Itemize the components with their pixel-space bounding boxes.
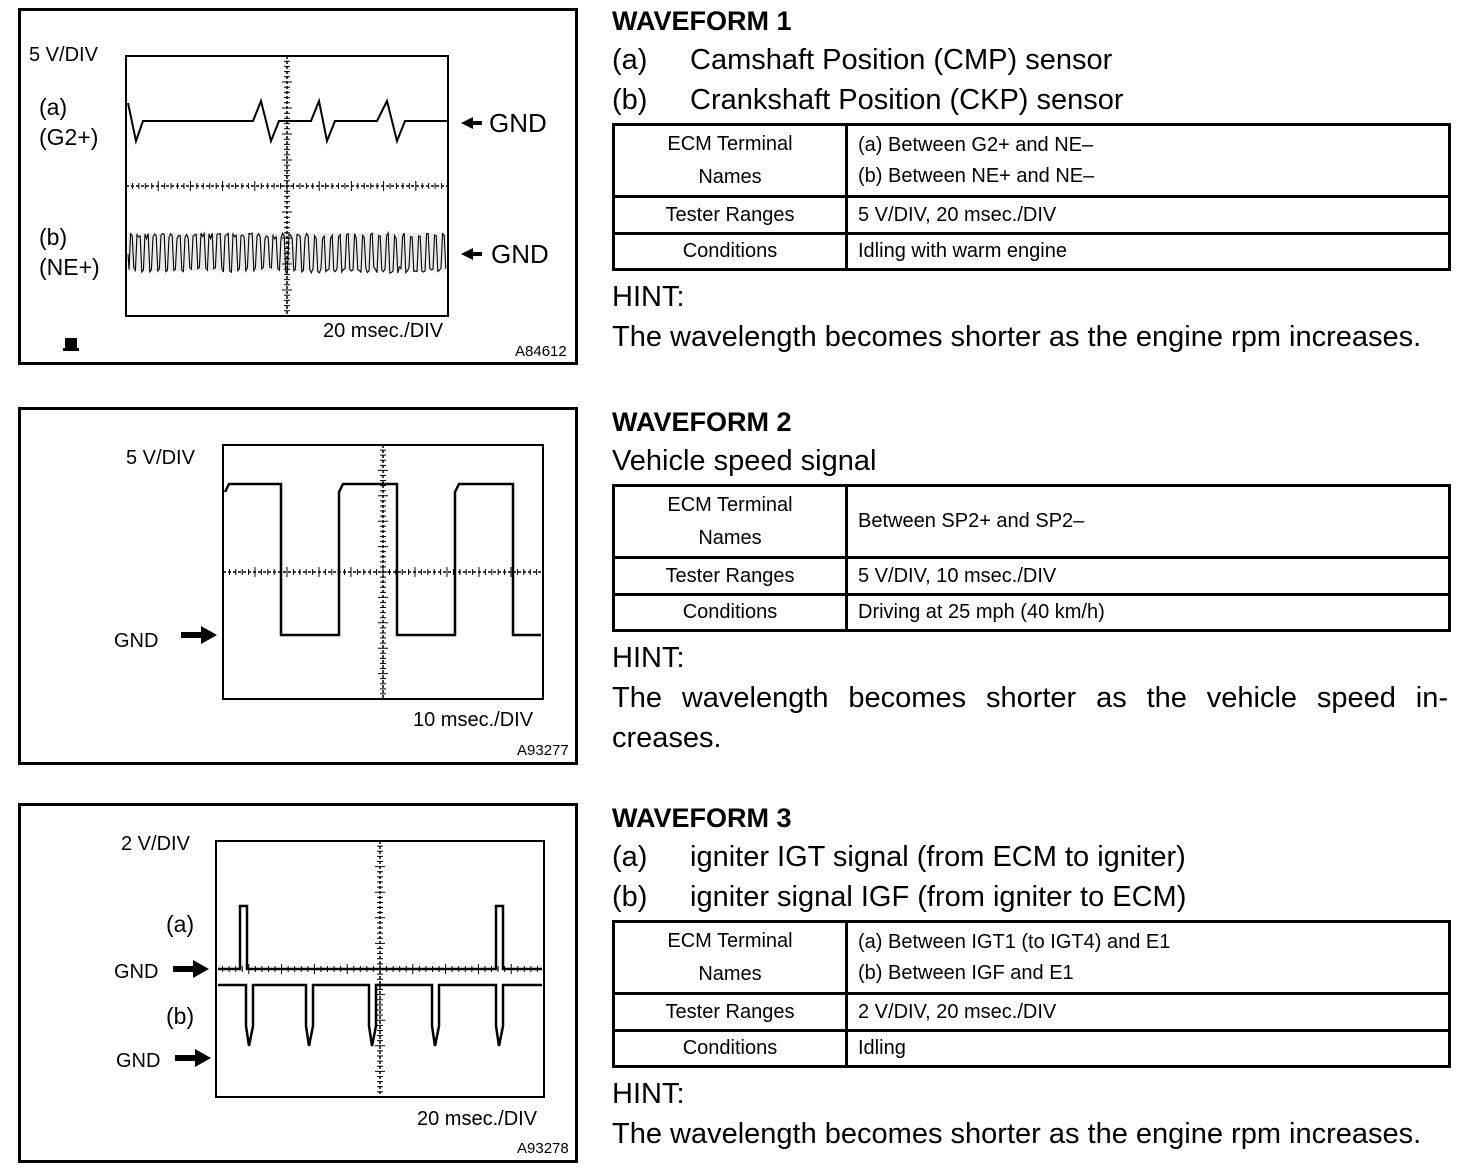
hint-label: HINT:: [612, 281, 685, 313]
channel-a-label: (a): [39, 94, 68, 120]
waveform1-item-a: [612, 40, 1452, 80]
table-row: [614, 994, 1450, 1031]
gnd-arrow-icon: [181, 626, 217, 644]
time-per-div-label: 20 msec./DIV: [323, 320, 444, 342]
hint-text: The wavelength becomes shorter as the engine rpm increases.: [612, 1118, 1422, 1150]
terminal-line: (b) Between NE+ and NE–: [858, 164, 1095, 187]
conditions-header: Conditions: [614, 1031, 847, 1067]
gnd-arrow-b-icon: [175, 1049, 211, 1067]
item-label: (a): [612, 841, 648, 873]
gnd-arrow-b-icon: [461, 248, 482, 260]
waveform2-figure: [18, 407, 578, 765]
table-row: [614, 125, 1450, 197]
table-row: [614, 486, 1450, 558]
gnd-label-a: GND: [489, 108, 547, 138]
ranges-header: Tester Ranges: [614, 197, 847, 234]
channel-a-trace: [128, 101, 448, 141]
volts-per-div-label: 5 V/DIV: [126, 447, 195, 469]
volts-per-div-label: 5 V/DIV: [29, 44, 98, 66]
conditions-value: Idling: [847, 1031, 1450, 1067]
time-per-div-label: 10 msec./DIV: [413, 709, 534, 731]
table-row: [614, 234, 1450, 270]
waveform3-title: WAVEFORM 3: [612, 803, 792, 833]
waveform1-figure: [18, 8, 578, 365]
terminal-value: [847, 922, 1450, 994]
figure-code: A84612: [515, 343, 567, 360]
item-label: (b): [612, 881, 648, 913]
terminal-value: [847, 486, 1450, 558]
terminal-header: ECM Terminal Names: [614, 922, 847, 994]
terminal-line: Between SP2+ and SP2–: [858, 510, 1085, 532]
item-label: (a): [612, 44, 648, 76]
terminal-line: (b) Between IGF and E1: [858, 961, 1074, 984]
ranges-header: Tester Ranges: [614, 558, 847, 595]
hint-label: HINT:: [612, 1078, 685, 1110]
waveform2-subtitle: Vehicle speed signal: [612, 445, 877, 477]
waveform3-oscilloscope: [21, 806, 577, 1162]
channel-b-label: (b): [39, 224, 68, 250]
figure-code: A93277: [517, 742, 569, 759]
channel-a-label: (a): [166, 911, 195, 937]
waveform3-spec-table: [612, 920, 1451, 1068]
table-row: [614, 197, 1450, 234]
gnd-arrow-a-icon: [173, 960, 209, 978]
channel-b-trace: [128, 233, 446, 273]
gnd-label-a: GND: [114, 961, 159, 983]
waveform1-spec-table: [612, 123, 1451, 271]
item-text: igniter signal IGF (from igniter to ECM): [690, 881, 1187, 913]
time-per-div-label: 20 msec./DIV: [417, 1108, 538, 1130]
terminal-line: (a) Between G2+ and NE–: [858, 133, 1094, 156]
terminal-header: ECM Terminal Names: [614, 125, 847, 197]
gnd-label: GND: [114, 630, 159, 652]
ranges-header: Tester Ranges: [614, 994, 847, 1031]
waveform1-item-b: [612, 80, 1452, 120]
conditions-header: Conditions: [614, 234, 847, 270]
waveform1-title: WAVEFORM 1: [612, 6, 792, 36]
item-text: Camshaft Position (CMP) sensor: [690, 44, 1113, 76]
terminal-line: (a) Between IGT1 (to IGT4) and E1: [858, 930, 1171, 953]
gnd-arrow-a-icon: [461, 117, 482, 129]
ranges-value: 5 V/DIV, 20 msec./DIV: [847, 197, 1450, 234]
waveform3-item-b: [612, 877, 1452, 917]
waveform3-figure: [18, 803, 578, 1163]
figure-code: A93278: [517, 1140, 569, 1157]
hint-text: The wavelength becomes shorter as the vehicle speed in-creases.: [612, 682, 1448, 754]
scope-logo-icon: [63, 338, 79, 351]
channel-b-signal-label: (NE+): [39, 254, 100, 280]
waveform3-item-a: [612, 837, 1452, 877]
gnd-label-b: GND: [491, 239, 549, 269]
terminal-value: [847, 125, 1450, 197]
conditions-value: Idling with warm engine: [847, 234, 1450, 270]
ranges-value: 2 V/DIV, 20 msec./DIV: [847, 994, 1450, 1031]
channel-b-label: (b): [166, 1003, 195, 1029]
item-text: igniter IGT signal (from ECM to igniter): [690, 841, 1186, 873]
item-text: Crankshaft Position (CKP) sensor: [690, 84, 1124, 116]
waveform3-section: [612, 803, 1452, 1154]
terminal-header: ECM Terminal Names: [614, 486, 847, 558]
channel-a-signal-label: (G2+): [39, 124, 99, 150]
conditions-header: Conditions: [614, 595, 847, 631]
ranges-value: 5 V/DIV, 10 msec./DIV: [847, 558, 1450, 595]
waveform1-oscilloscope: [21, 11, 577, 364]
volts-per-div-label: 2 V/DIV: [121, 833, 190, 855]
table-row: [614, 595, 1450, 631]
hint-text: The wavelength becomes shorter as the engine rpm increases.: [612, 321, 1422, 353]
gnd-label-b: GND: [116, 1050, 161, 1072]
item-label: (b): [612, 84, 648, 116]
table-row: [614, 1031, 1450, 1067]
waveform2-title: WAVEFORM 2: [612, 407, 792, 437]
waveform2-oscilloscope: [21, 410, 577, 764]
table-row: [614, 558, 1450, 595]
table-row: [614, 922, 1450, 994]
hint-label: HINT:: [612, 642, 685, 674]
waveform2-spec-table: [612, 484, 1451, 632]
waveform2-section: [612, 407, 1452, 758]
waveform1-section: [612, 6, 1452, 357]
conditions-value: Driving at 25 mph (40 km/h): [847, 595, 1450, 631]
